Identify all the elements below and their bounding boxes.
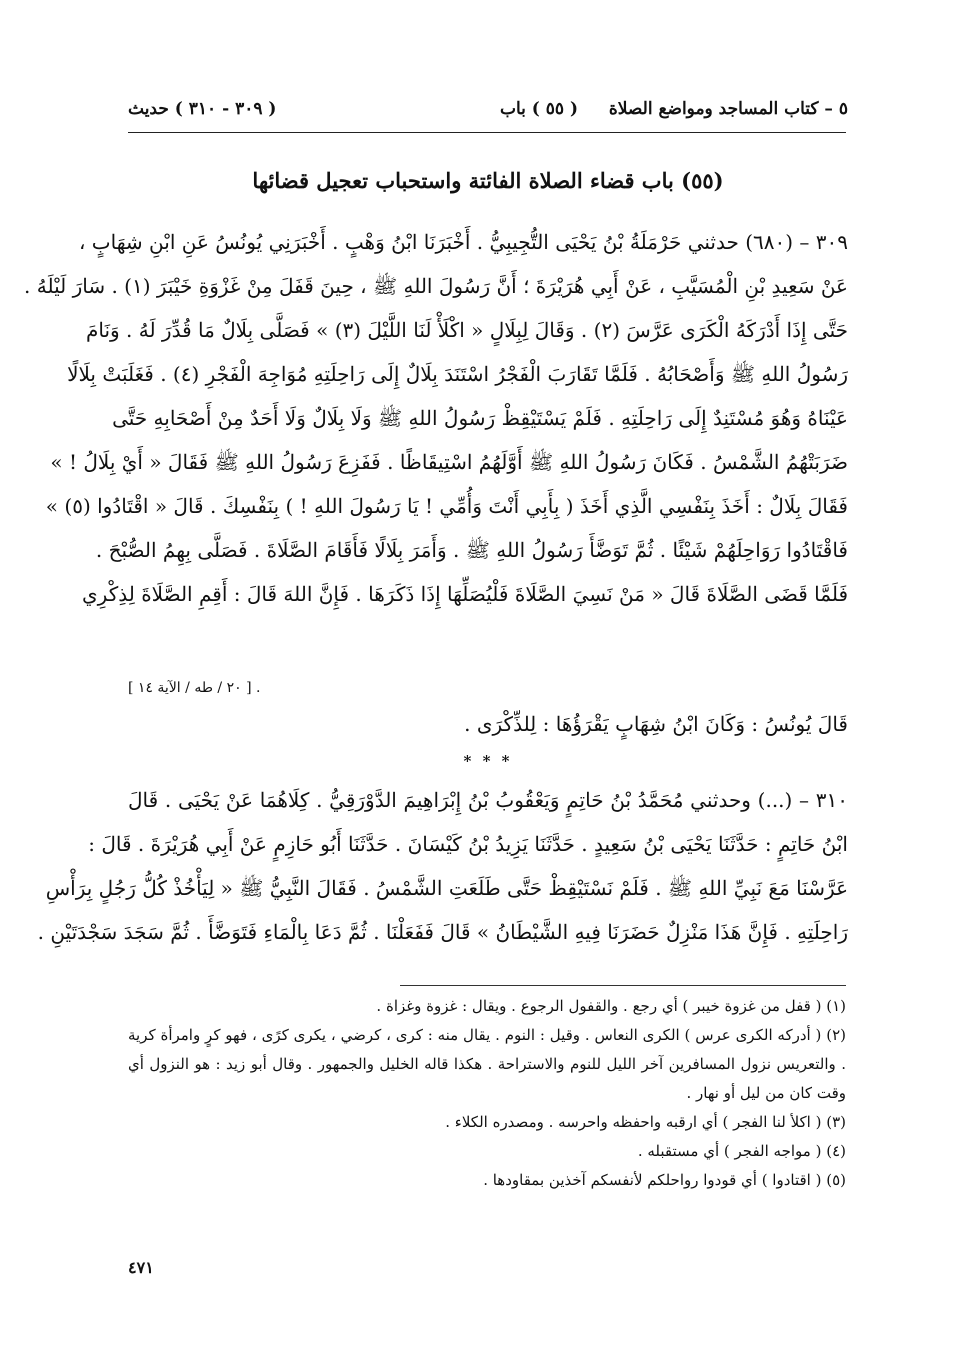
hadith-line: ٣٠٩ – (٦٨٠) حدثني حَرْمَلَةُ بْنُ يَحْيَى التُّجِيبِيُّ . أَخْبَرَنَا ابْنُ وَهْبٍ . أَخْبَرَنِي يُونُسُ عَنِ ابْنِ شِهَابٍ ، <box>78 230 848 254</box>
footnotes <box>128 992 856 1195</box>
header-bab-number: ( ٥٥ ) باب <box>499 99 578 119</box>
header-book-title: ٥ – كتاب المساجد ومواضع الصلاة <box>608 99 848 119</box>
header-divider <box>128 132 846 133</box>
hadith-310 <box>37 778 848 954</box>
footnote: (٣) ( اكلأ لنا الفجر ) أي ارقبه واحفظه واحرسه . ومصدره الكلاء . <box>445 1113 846 1131</box>
hadith-line: عَيْنَاهُ وَهُوَ مُسْتَنِدٌ إِلَى رَاحِلَتِهِ . فَلَمْ يَسْتَيْقِظْ رَسُولُ اللهِ ﷺ وَلَا بِلَالٌ وَلَا أَحَدٌ مِنْ أَصْحَابِهِ حَتَّى <box>112 406 848 430</box>
hadith-line: عَرَّسْنَا مَعَ نَبِيِّ اللهِ ﷺ . فَلَمْ نَسْتَيْقِظْ حَتَّى طَلَعَتِ الشَّمْسُ . فَقَالَ النَّبِيُّ ﷺ « لِيَأْخُذْ كُلُّ رَجُلٍ بِرَأْسِ <box>45 876 848 900</box>
quran-verse-reference: [ ٢٠ / طه / الآية ١٤ ] . <box>128 680 261 696</box>
yunus-remark: قَالَ يُونُسُ : وَكَانَ ابْنُ شِهَابٍ يَقْرَؤُهَا : لِلذِّكْرَى . <box>464 712 848 736</box>
hadith-line: ابْنُ حَاتِمٍ : حَدَّثَنَا يَحْيَى بْنُ سَعِيدٍ . حَدَّثَنَا يَزِيدُ بْنُ كَيْسَانَ . حَدَّثَنَا أَبُو حَازِمٍ عَنْ أَبِي هُرَيْرَةَ . قَالَ : <box>88 832 848 856</box>
footnote: (١) ( قفل من غزوة خيبر ) أي رجع . والقفول الرجوع . ويقال : غزوة وغزاة . <box>376 997 846 1015</box>
hadith-line: فَقَالَ بِلَالٌ : أَخَذَ بِنَفْسِي الَّذِي أَخَذَ ( بِأَبِي أَنْتَ وَأُمِّي ! يَا رَسُولَ اللهِ ! ) بِنَفْسِكَ . قَالَ « اقْتَادُوا (٥) » <box>45 494 848 518</box>
hadith-line: ٣١٠ – (...) وحدثني مُحَمَّدُ بْنُ حَاتِمٍ وَيَعْقُوبُ بْنُ إِبْرَاهِيمَ الدَّوْرَقِيُّ . كِلَاهُمَا عَنْ يَحْيَى . قَالَ <box>128 788 848 812</box>
page-number: ٤٧١ <box>128 1258 154 1277</box>
hadith-309 <box>24 220 848 616</box>
hadith-line: فَلَمَّا قَضَى الصَّلَاةَ قَالَ « مَنْ نَسِيَ الصَّلَاةَ فَلْيُصَلِّهَا إِذَا ذَكَرَهَا . فَإِنَّ اللهَ قَالَ : أَقِمِ الصَّلَاةَ لِذِكْرِي <box>82 582 848 606</box>
section-separator: * * * <box>463 752 513 770</box>
hadith-line: ضَرَبَتْهُمُ الشَّمْسُ . فَكَانَ رَسُولُ اللهِ ﷺ أَوَّلَهُمُ اسْتِيقَاظًا . فَفَزِعَ رَسُولُ اللهِ ﷺ فَقَالَ « أَيْ بِلَالُ ! » <box>50 450 848 474</box>
chapter-title: (٥٥) باب قضاء الصلاة الفائتة واستحباب تعجيل قضائها <box>252 168 724 193</box>
header-hadith-range: ( ٣٠٩ - ٣١٠ ) حديث <box>128 99 277 119</box>
footnote: (٥) ( اقتادوا ) أي قودوا رواحلكم لأنفسكم آخذين بمقاودها . <box>483 1171 846 1189</box>
running-header <box>128 95 848 131</box>
hadith-line: فَاقْتَادُوا رَوَاحِلَهُمْ شَيْئًا . ثُمَّ تَوَضَّأَ رَسُولُ اللهِ ﷺ . وَأَمَرَ بِلَالًا فَأَقَامَ الصَّلَاةَ . فَصَلَّى بِهِمُ الصُّبْحَ . <box>95 538 848 562</box>
hadith-line: عَنْ سَعِيدِ بْنِ الْمُسَيَّبِ ، عَنْ أَبِي هُرَيْرَةَ ؛ أَنَّ رَسُولَ اللهِ ﷺ ، حِينَ قَفَلَ مِنْ غَزْوَةِ خَيْبَرَ (١) . سَارَ لَيْلَهُ . <box>24 274 848 298</box>
footnote: (٤) ( مواجه الفجر ) أي مستقبله . <box>637 1142 846 1160</box>
footnote: (٢) ( أدركه الكرى عرس ) الكرى النعاس . وقيل : النوم . يقال منه : كرى ، كرضي ، يكرى كرًى ، فهو كرٍ وامرأة كرية . والتعريس نزول المسافرين آخر الليل للنوم والاستراحة . هكذا قاله الخليل والجمهور . وقال أبو زيد : هو النزول أي وقت كان من ليل أو نهار . <box>128 1026 846 1102</box>
hadith-line: حَتَّى إِذَا أَدْرَكَهُ الْكَرَى عَرَّسَ (٢) . وَقَالَ لِبِلَالٍ « اكْلَأْ لَنَا اللَّيْلَ (٣) » فَصَلَّى بِلَالٌ مَا قُدِّرَ لَهُ . وَنَامَ <box>85 318 848 342</box>
hadith-line: رَاحِلَتِهِ . فَإِنَّ هَذَا مَنْزِلٌ حَضَرَنَا فِيهِ الشَّيْطَانُ » قَالَ فَفَعَلْنَا . ثُمَّ دَعَا بِالْمَاءِ فَتَوَضَّأَ . ثُمَّ سَجَدَ سَجْدَتَيْنِ . <box>37 920 848 944</box>
hadith-line: رَسُولُ اللهِ ﷺ وَأَصْحَابُهُ . فَلَمَّا تَقَارَبَ الْفَجْرُ اسْتَنَدَ بِلَالٌ إِلَى رَاحِلَتِهِ مُوَاجِهَ الْفَجْرِ (٤) . فَغَلَبَتْ بِلَالًا <box>67 362 848 386</box>
footnote-divider <box>400 985 846 986</box>
